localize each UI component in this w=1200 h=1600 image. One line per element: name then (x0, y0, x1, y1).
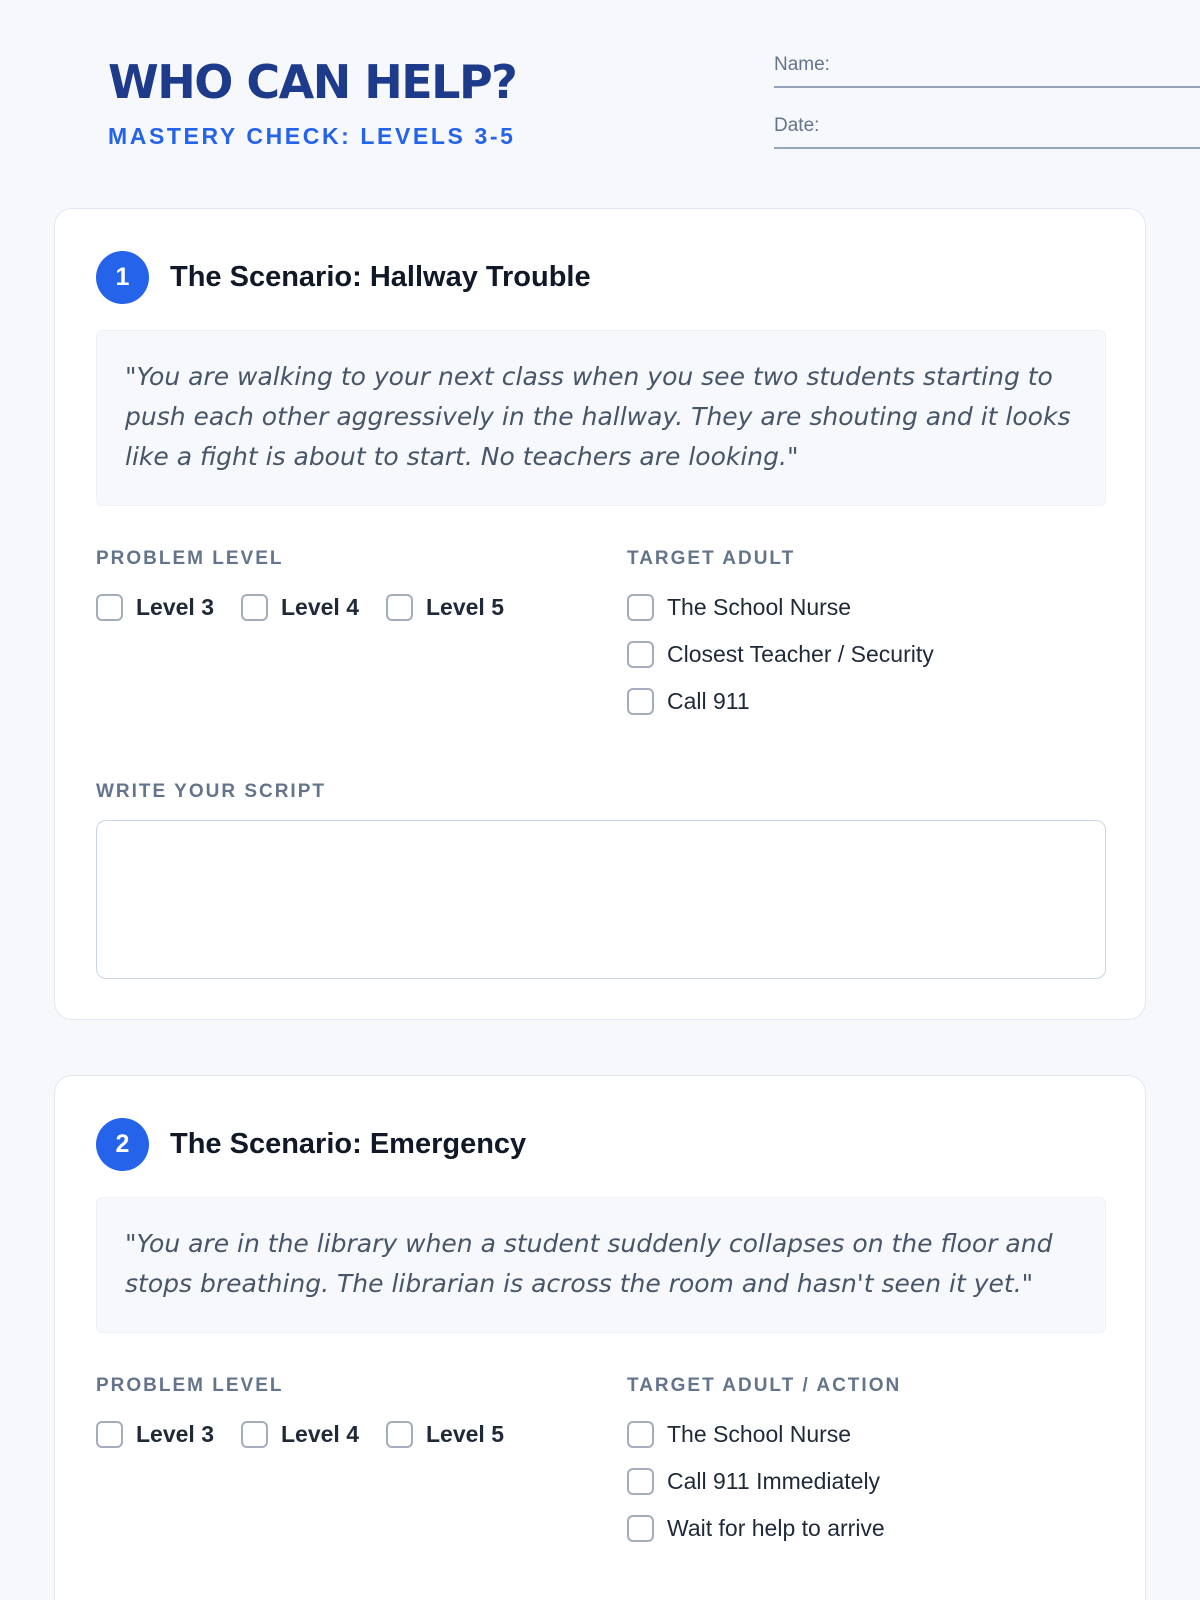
target-option[interactable] (627, 1466, 885, 1496)
level-4-checkbox[interactable] (241, 1421, 268, 1448)
level-4-label: Level 4 (281, 593, 359, 620)
target-checkbox[interactable] (627, 1468, 654, 1495)
level-4-label: Level 4 (281, 1420, 359, 1447)
scenario-card-2 (54, 1075, 1146, 1600)
level-4-checkbox[interactable] (241, 594, 268, 621)
target-label: The School Nurse (667, 1420, 852, 1447)
target-checkbox[interactable] (627, 1515, 654, 1542)
date-input[interactable] (854, 115, 1200, 145)
target-option[interactable] (627, 592, 934, 622)
level-3-label: Level 3 (136, 1420, 214, 1447)
level-5-option[interactable] (386, 592, 504, 622)
level-5-checkbox[interactable] (386, 1421, 413, 1448)
problem-level-options (96, 1419, 531, 1449)
problem-level-label: PROBLEM LEVEL (96, 1375, 284, 1396)
target-option[interactable] (627, 686, 934, 716)
target-adult-action-label: TARGET ADULT / ACTION (627, 1375, 902, 1396)
target-checkbox[interactable] (627, 641, 654, 668)
level-3-label: Level 3 (136, 593, 214, 620)
target-adult-options (627, 592, 934, 733)
scenario-title: The Scenario: Emergency (170, 1127, 527, 1160)
scenario-header (96, 250, 591, 304)
page-title: WHO CAN HELP? (108, 55, 517, 109)
target-label: Call 911 (667, 687, 750, 714)
problem-level-options (96, 592, 531, 622)
level-3-option[interactable] (96, 592, 214, 622)
scenario-number-badge: 2 (96, 1118, 149, 1171)
target-checkbox[interactable] (627, 688, 654, 715)
level-3-option[interactable] (96, 1419, 214, 1449)
target-adult-options (627, 1419, 885, 1560)
target-adult-label: TARGET ADULT (627, 548, 796, 569)
date-field (774, 115, 1200, 149)
name-input[interactable] (854, 54, 1200, 84)
worksheet-header (54, 0, 1146, 208)
scenario-quote: "You are walking to your next class when you see two students starting to push each other aggressively in the hallway. They are shouting and it looks like a fight is about to start. No teachers are looking." (96, 330, 1106, 506)
date-label: Date: (774, 115, 820, 136)
scenario-header (96, 1117, 526, 1171)
scenario-quote: "You are in the library when a student suddenly collapses on the floor and stops breathing. The librarian is across the room and hasn't seen it yet." (96, 1197, 1106, 1333)
name-label: Name: (774, 54, 830, 75)
level-5-label: Level 5 (426, 1420, 504, 1447)
scenario-title: The Scenario: Hallway Trouble (170, 260, 591, 293)
name-field (774, 54, 1200, 88)
page-subtitle: MASTERY CHECK: LEVELS 3-5 (108, 123, 516, 149)
level-4-option[interactable] (241, 592, 359, 622)
scenario-card-1 (54, 208, 1146, 1020)
target-option[interactable] (627, 1513, 885, 1543)
target-label: Wait for help to arrive (667, 1514, 885, 1541)
level-5-label: Level 5 (426, 593, 504, 620)
script-textarea[interactable] (96, 820, 1106, 979)
level-3-checkbox[interactable] (96, 594, 123, 621)
level-4-option[interactable] (241, 1419, 359, 1449)
target-option[interactable] (627, 639, 934, 669)
scenario-number-badge: 1 (96, 251, 149, 304)
target-checkbox[interactable] (627, 1421, 654, 1448)
level-5-option[interactable] (386, 1419, 504, 1449)
target-option[interactable] (627, 1419, 885, 1449)
target-checkbox[interactable] (627, 594, 654, 621)
write-script-label: WRITE YOUR SCRIPT (96, 781, 326, 802)
level-5-checkbox[interactable] (386, 594, 413, 621)
target-label: The School Nurse (667, 593, 852, 620)
problem-level-label: PROBLEM LEVEL (96, 548, 284, 569)
target-label: Closest Teacher / Security (667, 640, 934, 667)
target-label: Call 911 Immediately (667, 1467, 881, 1494)
level-3-checkbox[interactable] (96, 1421, 123, 1448)
